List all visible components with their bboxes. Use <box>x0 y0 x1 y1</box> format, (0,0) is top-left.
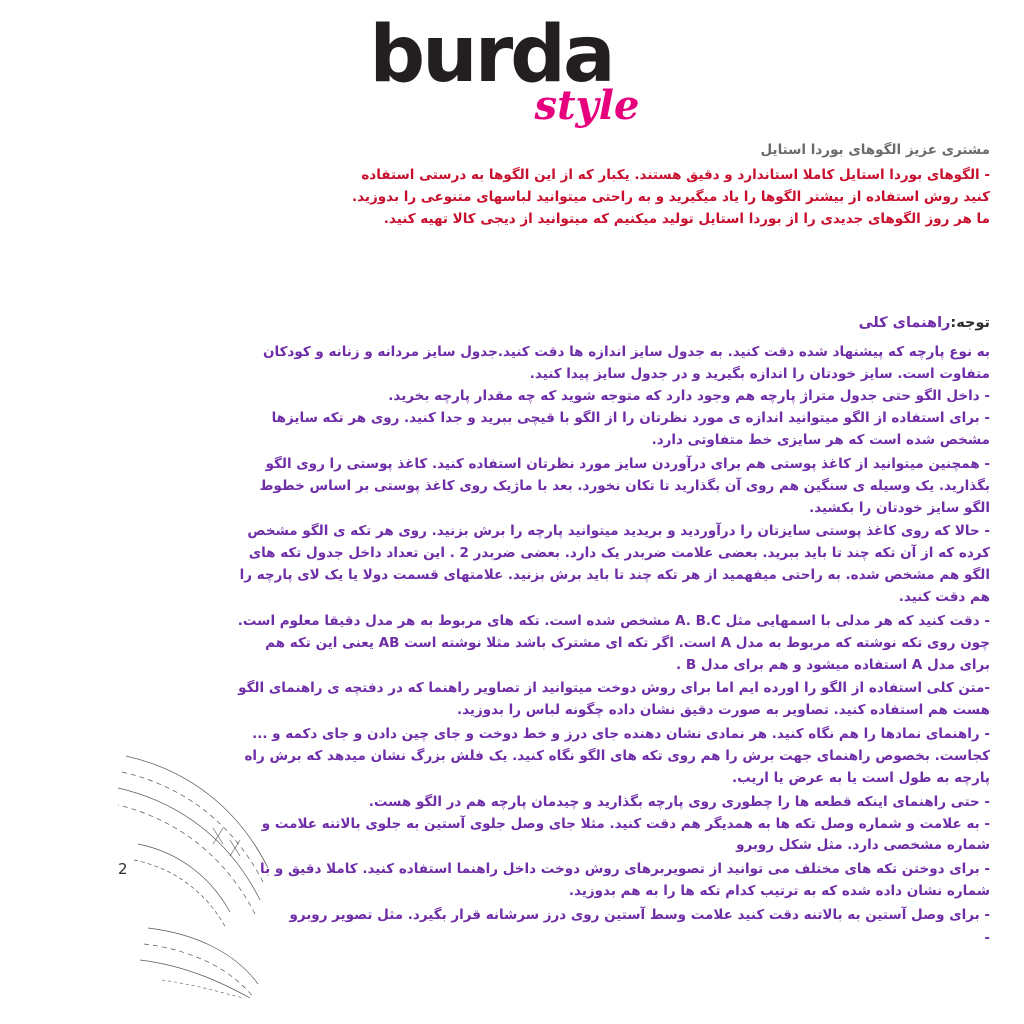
guide-line: - برای استفاده از الگو میتوانید اندازه ی مورد نظرتان را از الگو با قیچی ببرید و جدا کنید. روی هر تکه سایزها مشخص شده است که هر سایزی خط متفاوتی دارد. <box>271 410 990 448</box>
intro-body: - الگوهای بوردا استایل کاملا استاندارد و دقیق هستند. یکبار که از این الگوها به درستی استفاده کنید روش استفاده از بیشتر الگوها را یاد میگیرید و به راحتی میتوانید لباسهای متنوعی را بدوزید. ما هر روز الگوهای جدیدی را از بوردا استایل تولید میکنیم که میتوانید از دیجی کالا تهیه کنید. <box>351 166 990 227</box>
guide-line: - به علامت و شماره وصل تکه ها به همدیگر هم دقت کنید. مثلا جای وصل جلوی آستین به جلوی بالاتنه علامت و شماره مشخصی دارد. مثل شکل روبرو <box>261 815 990 854</box>
sewing-diagram <box>118 748 348 998</box>
guide-line: - برای دوختن تکه های مختلف می توانید از تصویربرهای روش دوخت داخل راهنما استفاده کنید. کاملا دقیق و با شماره نشان داده شده که به ترتیب کدام تکه ها را به هم بدوزید. <box>260 861 990 900</box>
guide-heading-purple: راهنمای کلی <box>858 315 951 331</box>
intro-heading: مشتری عزیز الگوهای بوردا استایل <box>760 142 990 158</box>
diagram-mark-number: 2 <box>118 860 128 878</box>
guide-line: - برای وصل آستین به بالاتنه دقت کنید علامت وسط آستین روی درز سرشانه قرار بگیرد. مثل تصویر روبرو <box>289 906 990 923</box>
brand-subwordmark: style <box>534 82 640 130</box>
guide-line: - دقت کنید که هر مدلی با اسمهایی مثل A. B.C مشخص شده است. تکه های مربوط به هر مدل دقیقا معلوم است. چون روی تکه نوشته که مربوط به مدل A است. اگر تکه ای مشترک باشد مثلا نوشته است AB یعنی این تکه هم برای مدل A استفاده میشود و هم برای مدل B . <box>237 612 990 673</box>
guide-line: به نوع پارچه که پیشنهاد شده دقت کنید. به جدول سایز اندازه ها دقت کنید.جدول سایز مردانه و زنانه و کودکان متفاوت است. سایز خودتان را اندازه بگیرید و در جدول سایز پیدا کنید. <box>262 344 990 383</box>
guide-line: - راهنمای نمادها را هم نگاه کنید. هر نمادی نشان دهنده جای درز و خط دوخت و جای چین دادن و جای دکمه و ... کجاست. بخصوص راهنمای جهت برش را هم روی تکه های الگو نگاه کنید. یک فلش بزرگ نشان میدهد که برش راه پارچه به طول است یا به عرض یا اریب. <box>244 726 990 786</box>
sewing-diagram-svg <box>118 748 348 998</box>
guide-line: - حتی راهنمای اینکه قطعه ها را چطوری روی پارچه بگذارید و چیدمان پارچه هم در الگو هست. <box>368 793 990 810</box>
guide-heading-black: توجه: <box>950 315 990 331</box>
bottom-dash: - <box>984 930 990 946</box>
guide-line: - حالا که روی کاغذ پوستی سایزتان را درآوردید و بریدید میتوانید پارچه را برش بزنید. روی هر تکه ی الگو مشخص کرده که از آن تکه چند تا باید ببرید. بعضی علامت ضربدر یک دارد. بعضی ضربدر 2 . این تعداد داخل جدول تکه های الگو هم مشخص شده. به راحتی میفهمید از هر تکه چند تا باید برش بزنید. علامتهای قسمت دولا یا یک لای پارچه را هم دقت کنید. <box>239 523 990 605</box>
guide-line: - داخل الگو حتی جدول متراژ پارچه هم وجود دارد که متوجه شوید که چه مقدار پارچه بخرید. <box>388 388 990 405</box>
guide-line: - همچنین میتوانید از کاغذ پوستی هم برای درآوردن سایز مورد نظرتان استفاده کنید. کاغذ پوستی را روی الگو بگذارید. یک وسیله ی سنگین هم روی آن بگذارید تا تکان نخورد. بعد با ماژیک روی کاغذ پوستی بر اساس خطوط الگو سایز خودتان را بکشید. <box>259 455 990 516</box>
brand-wordmark: burda <box>369 10 613 100</box>
brand-logo <box>0 10 1024 130</box>
guide-heading <box>230 312 990 335</box>
intro-section <box>338 140 990 230</box>
guide-line: -متن کلی استفاده از الگو را اورده ایم اما برای روش دوخت میتوانید از تصاویر راهنما که در دفتچه ی راهنمای الگو هست هم استفاده کنید. تصاویر به صورت دقیق نشان داده چگونه لباس را بدوزید. <box>238 680 990 719</box>
